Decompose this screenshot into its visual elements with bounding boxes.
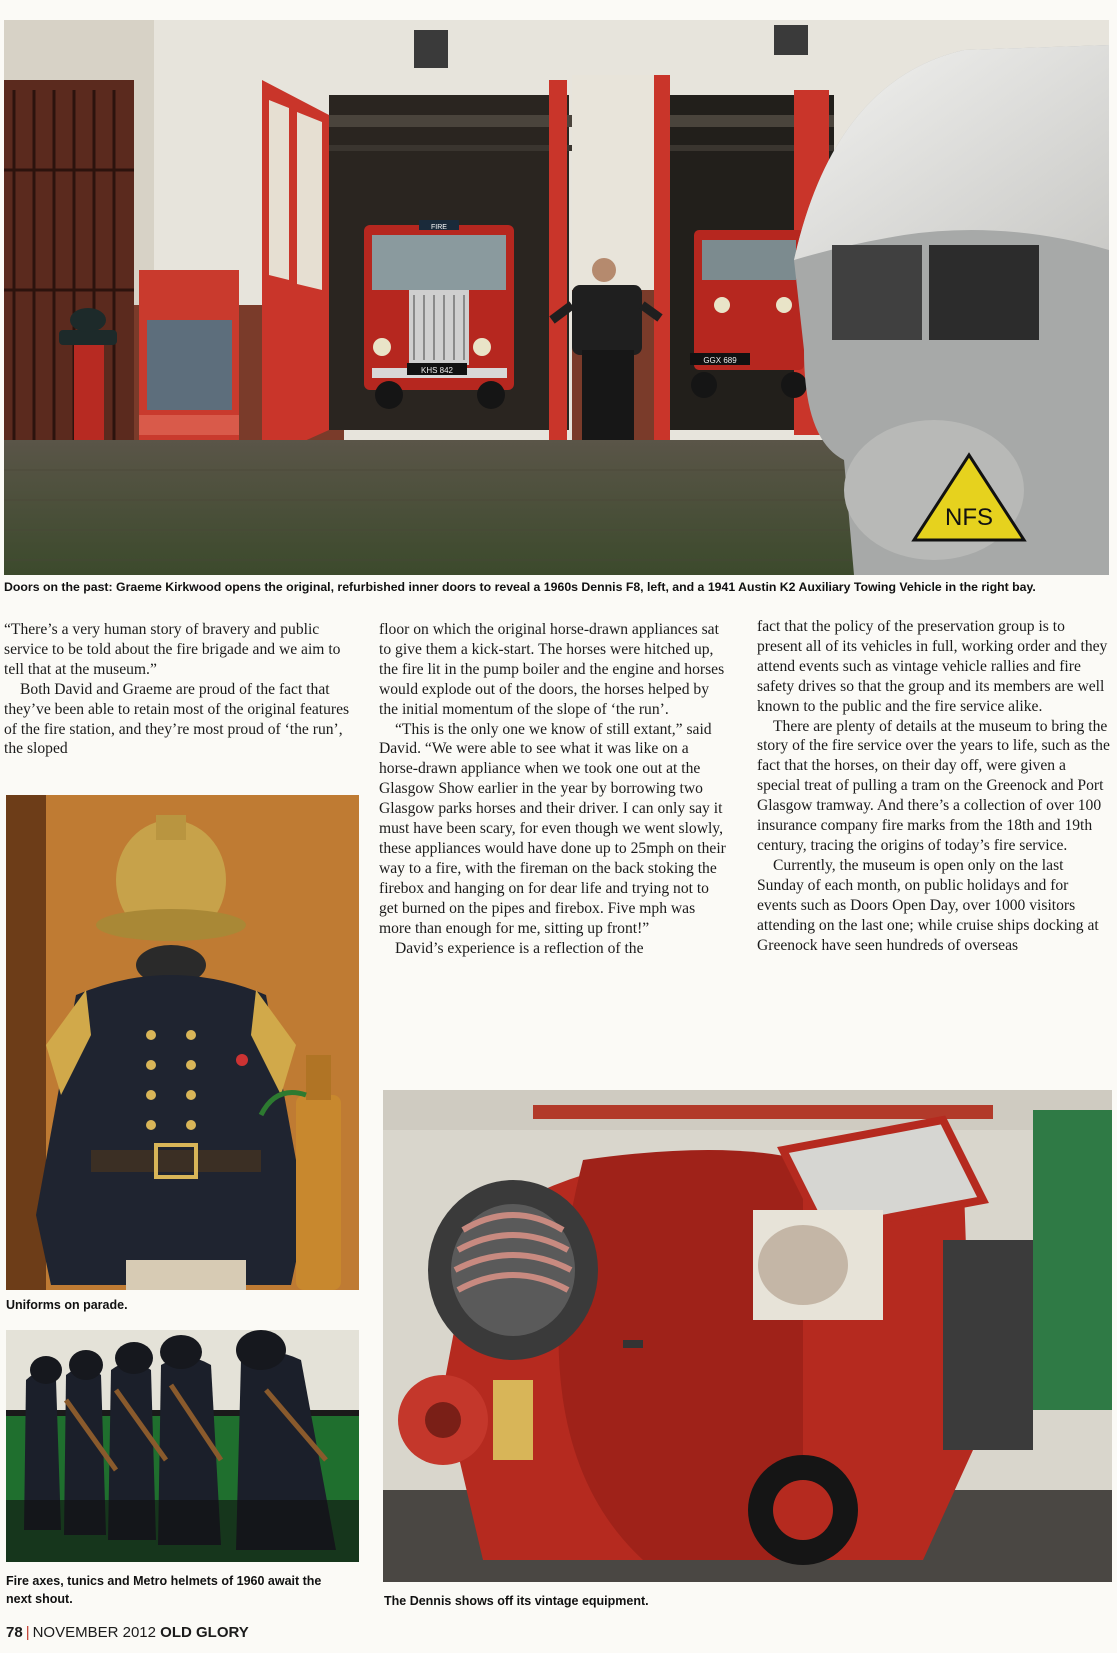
plate-right-text: GGX 689: [703, 356, 737, 365]
caption-dennis: The Dennis shows off its vintage equipment.: [384, 1594, 649, 1608]
nfs-sign-text: NFS: [945, 504, 993, 531]
col2-paragraph-1: floor on which the original horse-drawn appliances sat to give them a kick-start. The horses were hitched up, the fire lit in the pump boiler and the engine and horses would explode out of the doors, the horses helped by the initial momentum of the slope of ‘the run’.: [379, 621, 725, 718]
photo-fire-station-doors: [4, 20, 1109, 575]
col2-paragraph-2: “This is the only one we know of still extant,” said David. “We were able to see what it was like on a horse-drawn appliance when we took one out at the Glasgow Show earlier in the year by borrowing two Glasgow parks horses and their driver. I can only say it must have been scary, for even though we went slowly, these appliances would have done up to 25mph on their way to a fire, with the fireman on the back stoking the firebox and hanging on for dear life and trying not to get burned on the pipes and firebox. Five mph was more than enough for me, sitting up front!”: [379, 720, 726, 937]
caption-top-photo: Doors on the past: Graeme Kirkwood opens the original, refurbished inner doors to reveal a 1960s Dennis F8, left, and a 1941 Austin K2 Auxiliary Towing Vehicle in the right bay.: [4, 580, 1036, 594]
caption-uniforms: Uniforms on parade.: [6, 1298, 128, 1312]
fire-board-text: FIRE: [431, 224, 447, 231]
col2-paragraph-3: David’s experience is a reflection of the: [395, 939, 644, 957]
article-column-1: [4, 620, 350, 759]
issue-date: NOVEMBER 2012: [32, 1624, 156, 1641]
photo-dennis-equipment: [383, 1090, 1112, 1582]
caption-axes: Fire axes, tunics and Metro helmets of 1960 await the next shout.: [6, 1574, 322, 1607]
article-column-3: [757, 617, 1112, 955]
page-footer: [6, 1624, 249, 1641]
col3-paragraph-1: fact that the policy of the preservation group is to present all of its vehicles in full, working order and they attend events such as vintage vehicle rallies and fire safety drives so that the group and its members are well known to the public and the fire service alike.: [757, 618, 1108, 715]
col1-paragraph-1: “There’s a very human story of bravery and public service to be told about the fire brigade and we aim to tell that at the museum.”: [4, 621, 341, 678]
article-column-2: [379, 620, 729, 958]
col3-paragraph-2: There are plenty of details at the museum to bring the story of the fire service over the years to life, such as the fact that the horses, on their day off, were given a special treat of pulling a tram on the Greenock and Port Glasgow tramway. And there’s a collection of over 100 insurance company fire marks from the 18th and 19th century, tracing the origins of today’s fire service.: [757, 717, 1110, 854]
col1-paragraph-2: Both David and Graeme are proud of the fact that they’ve been able to retain most of the original features of the fire station, and they’re most proud of ‘the run’, the sloped: [4, 680, 350, 758]
photo-uniforms: [6, 795, 359, 1290]
plate-left-text: KHS 842: [420, 366, 454, 375]
magazine-title: OLD GLORY: [160, 1624, 249, 1641]
page-number: 78: [6, 1624, 23, 1641]
col3-paragraph-3: Currently, the museum is open only on the last Sunday of each month, on public holidays and for events such as Doors Open Day, over 1000 visitors attending on the last one; while cruise ships docking at Greenock have seen hundreds of overseas: [757, 856, 1099, 954]
footer-separator: |: [25, 1624, 30, 1641]
photo-axes-tunics: [6, 1330, 359, 1562]
